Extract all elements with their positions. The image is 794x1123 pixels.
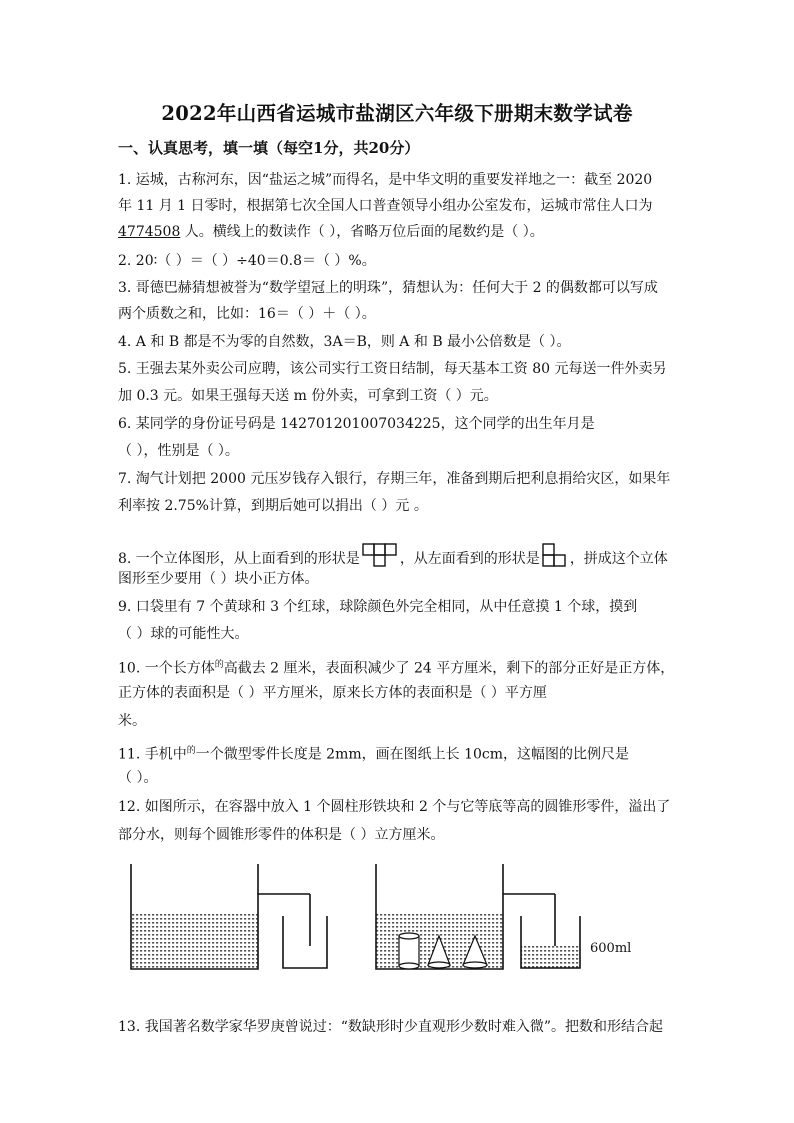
q8-line2: 图形至少要用（ ）块小正方体。 (118, 571, 319, 587)
q9-line2: （ ）球的可能性大。 (118, 626, 249, 642)
q11-sup: 的 (186, 746, 196, 756)
left-container (131, 864, 327, 969)
q8-text-a: 8. 一个立体图形，从上面看到的形状是 (118, 551, 360, 567)
q3-line1: 3. 哥德巴赫猜想被誉为“数学望冠上的明珠”，猜想认为：任何大于 2 的偶数都可以写成 (118, 280, 658, 296)
container-figure (120, 858, 640, 980)
q10-text-b: 高截去 2 厘米，表面积减少了 24 平方厘米，剩下的部分正好是正方体， (223, 660, 675, 677)
q10-text-a: 10. 一个长方体 (118, 660, 215, 677)
q2-line: 2. 20∶（ ）＝（ ）÷40＝0.8＝（ ）%。 (118, 253, 376, 269)
q11-text-b: 一个微型零件长度是 2mm，画在图纸上长 10cm，这幅图的比例尺是 (195, 746, 630, 763)
right-container (376, 864, 580, 969)
q8-line1 (118, 543, 668, 569)
section-heading: 一、认真思考，填一填（每空1分，共20分） (118, 139, 420, 157)
q11-line2: （ ）。 (118, 770, 158, 786)
top-view-figure (362, 543, 398, 569)
q5-line2: 加 0.3 元。如果王强每天送 m 份外卖，可拿到工资（ ）元。 (118, 388, 498, 404)
q12-line1: 12. 如图所示，在容器中放入 1 个圆柱形铁块和 2 个与它等底等高的圆锥形零件，溢出了 (118, 799, 671, 815)
q13-line1: 13. 我国著名数学家华罗庚曾说过：“数缺形时少直观形少数时难入微”。把数和形结合起 (118, 1019, 664, 1035)
overflow-volume-label: 600ml (590, 941, 632, 956)
left-view-figure (542, 543, 568, 569)
q4-line: 4. A 和 B 都是不为零的自然数，3A＝B，则 A 和 B 最小公倍数是（ ）。 (118, 334, 571, 350)
q6-line1: 6. 某同学的身份证号码是 142701201007034225，这个同学的出生年月是 (118, 416, 595, 432)
q5-line1: 5. 王强去某外卖公司应聘，该公司实行工资日结制，每天基本工资 80 元每送一件外卖另 (118, 361, 667, 377)
q1-line2: 年 11 月 1 日零时，根据第七次全国人口普查领导小组办公室发布，运城市常住人口为 (118, 198, 653, 214)
q12-line2: 部分水，则每个圆锥形零件的体积是（ ）立方厘米。 (118, 827, 445, 843)
q10-line1 (118, 656, 674, 678)
q1-line3-rest: 人。横线上的数读作（ ），省略万位后面的尾数约是（ ）。 (180, 224, 544, 240)
q10-line3: 米。 (118, 713, 146, 729)
q1-line3 (118, 223, 544, 241)
q8-text-b: ，从左面看到的形状是 (399, 551, 540, 567)
q11-line1 (118, 742, 629, 764)
q10-sup: 的 (214, 660, 224, 670)
cylinder-shape (399, 933, 419, 969)
q7-line2: 利率按 2.75%计算，到期后她可以捐出（ ）元 。 (118, 498, 428, 514)
q1-line1: 1. 运城，古称河东，因“盐运之城”而得名，是中华文明的重要发祥地之一：截至 2020 (118, 172, 653, 188)
population-number: 4774508 (118, 224, 181, 240)
q9-line1: 9. 口袋里有 7 个黄球和 3 个红球，球除颜色外完全相同，从中任意摸 1 个球，摸到 (118, 599, 638, 615)
q8-text-c: ，拼成这个立体 (569, 551, 668, 567)
exam-title: 2022年山西省运城市盐湖区六年级下册期末数学试卷 (161, 102, 633, 125)
q11-text-a: 11. 手机中 (118, 746, 187, 763)
q6-line2: （ ），性别是（ ）。 (118, 443, 239, 459)
q3-line2: 两个质数之和，比如：16＝（ ）＋（ ）。 (118, 306, 376, 322)
q10-line2: 正方体的表面积是（ ）平方厘米，原来长方体的表面积是（ ）平方厘 (118, 685, 547, 701)
q7-line1: 7. 淘气计划把 2000 元压岁钱存入银行，存期三年，准备到期后把利息捐给灾区，如果年 (118, 471, 671, 487)
